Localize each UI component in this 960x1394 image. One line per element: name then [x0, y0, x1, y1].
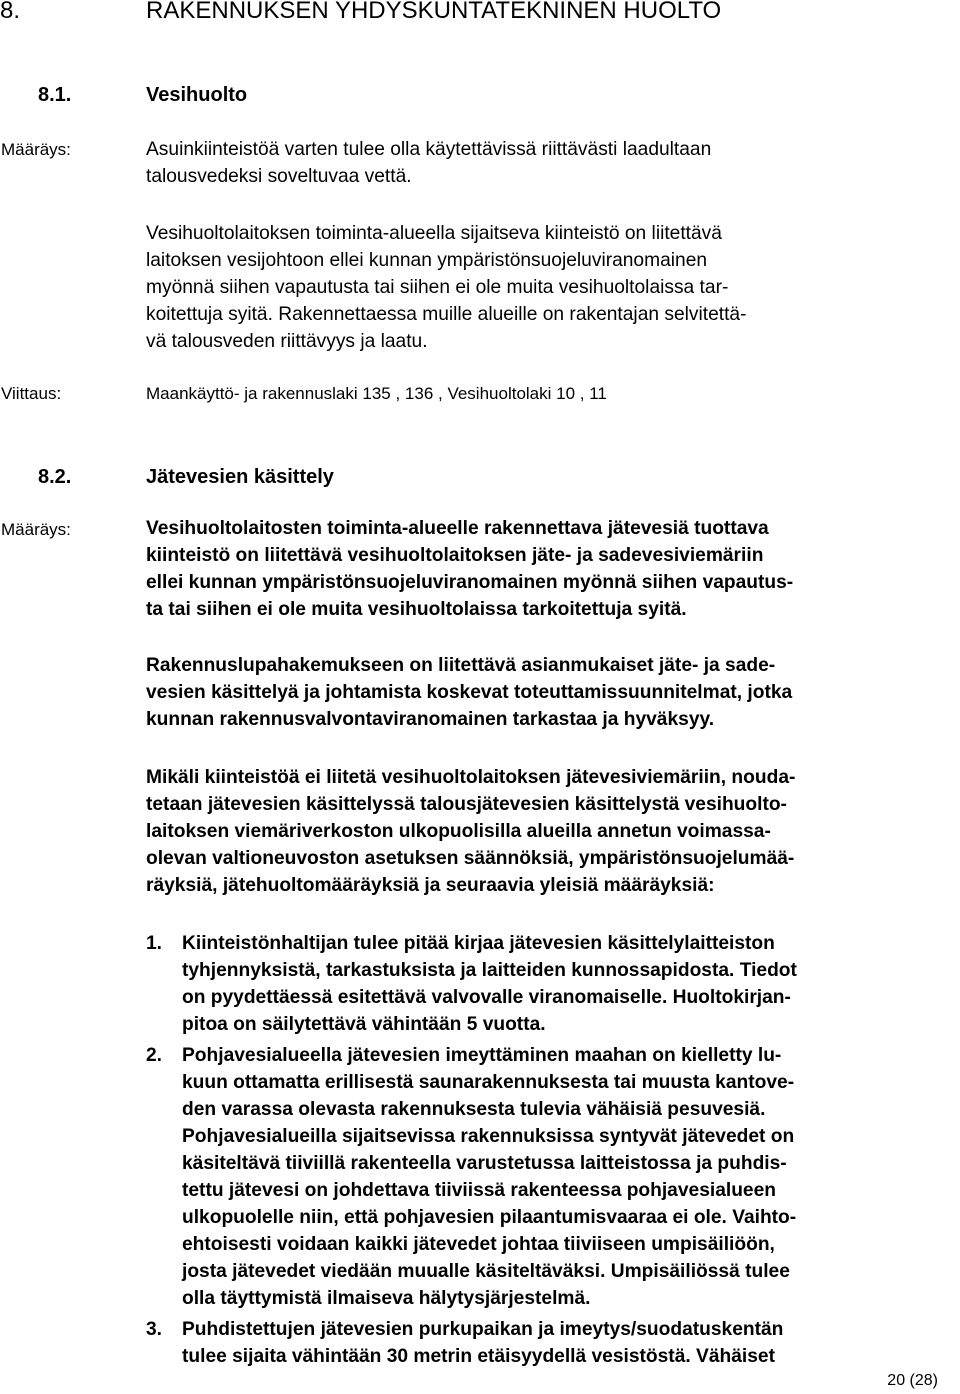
page-number: 20 (28)	[887, 1372, 938, 1389]
text-line: tettu jätevesi on johdettava tiiviissä rakenteessa pohjavesialueen	[182, 1180, 776, 1201]
text-line: talousvedeksi soveltuvaa vettä.	[146, 166, 412, 187]
list-item	[182, 930, 797, 1038]
text-line: Puhdistettujen jätevesien purkupaikan ja imeytys/suodatuskentän	[182, 1319, 784, 1340]
section-number: 8.2.	[38, 466, 72, 488]
provision-label: Määräys:	[1, 140, 71, 159]
paragraph	[146, 220, 746, 355]
paragraph	[146, 764, 795, 899]
text-line: ehtoisesti voidaan kaikki jätevedet johtaa tiiviiseen umpisäiliöön,	[182, 1234, 775, 1255]
text-line: Pohjavesialueilla sijaitsevissa rakennuksissa syntyvät jätevedet on	[182, 1126, 795, 1147]
section-title	[146, 466, 334, 489]
text-line: olla täyttymistä ilmaiseva hälytysjärjestelmä.	[182, 1288, 591, 1309]
paragraph	[146, 652, 792, 733]
section-number: 8.1.	[38, 84, 72, 106]
text-line: laitoksen vesijohtoon ellei kunnan ympäristönsuojeluviranomainen	[146, 250, 708, 271]
text-line: josta jätevedet viedään muualle käsiteltäväksi. Umpisäiliössä tulee	[182, 1261, 790, 1282]
reference-label: Viittaus:	[1, 384, 62, 403]
text-line: Vesihuoltolaitoksen toiminta-alueella sijaitseva kiinteistö on liitettävä	[146, 223, 722, 244]
text-line: myönnä siihen vapautusta tai siihen ei ole muita vesihuoltolaissa tar-	[146, 277, 729, 298]
text-line: Vesihuoltolaitosten toiminta-alueelle rakennettava jätevesiä tuottava	[146, 518, 769, 539]
text-line: tulee sijaita vähintään 30 metrin etäisyydellä vesistöstä. Vähäiset	[182, 1346, 775, 1367]
text-line: tetaan jätevesien käsittelyssä talousjätevesien käsittelystä vesihuolto-	[146, 794, 787, 815]
reference-text: Maankäyttö- ja rakennuslaki 135 , 136 , Vesihuoltolaki 10 , 11	[146, 384, 607, 403]
text-line: kiinteistö on liitettävä vesihuoltolaitoksen jäte- ja sadevesiviemäriin	[146, 545, 764, 566]
text-line: on pyydettäessä esitettävä valvovalle viranomaiselle. Huoltokirjan-	[182, 987, 791, 1008]
text-line: koitettuja syitä. Rakennettaessa muille alueille on rakentajan selvitettä-	[146, 304, 747, 325]
paragraph	[146, 515, 793, 623]
text-line: Pohjavesialueella jätevesien imeyttäminen maahan on kielletty lu-	[182, 1045, 782, 1066]
text-line: Mikäli kiinteistöä ei liitetä vesihuoltolaitoksen jätevesiviemäriin, nouda-	[146, 767, 796, 788]
chapter-title: RAKENNUKSEN YHDYSKUNTATEKNINEN HUOLTO	[146, 0, 722, 24]
list-item	[182, 1042, 796, 1312]
text-line: kunnan rakennusvalvontaviranomainen tarkastaa ja hyväksyy.	[146, 709, 715, 730]
text-line: Asuinkiinteistöä varten tulee olla käytettävissä riittävästi laadultaan	[146, 139, 712, 160]
text-line: vä talousveden riittävyys ja laatu.	[146, 331, 428, 352]
text-line: Rakennuslupahakemukseen on liitettävä asianmukaiset jäte- ja sade-	[146, 655, 776, 676]
text-line: kuun ottamatta erillisestä saunarakennuksesta tai muusta kantove-	[182, 1072, 795, 1093]
text-line: laitoksen viemäriverkoston ulkopuolisilla alueilla annetun voimassa-	[146, 821, 771, 842]
chapter-number: 8.	[0, 0, 21, 24]
paragraph	[146, 136, 711, 190]
list-item	[182, 1316, 783, 1370]
text-line: ellei kunnan ympäristönsuojeluviranomainen myönnä siihen vapautus-	[146, 572, 794, 593]
text-line: käsiteltävä tiiviillä rakenteella varustetussa laitteistossa ja puhdis-	[182, 1153, 787, 1174]
text-line: pitoa on säilytettävä vähintään 5 vuotta.	[182, 1014, 546, 1035]
text-line: olevan valtioneuvoston asetuksen säännöksiä, ympäristönsuojelumää-	[146, 848, 795, 869]
list-item-number: 2.	[146, 1045, 163, 1066]
text-line: tyhjennyksistä, tarkastuksista ja laitteiden kunnossapidosta. Tiedot	[182, 960, 797, 981]
text-line: Kiinteistönhaltijan tulee pitää kirjaa jätevesien käsittelylaitteiston	[182, 933, 775, 954]
text-line: räyksiä, jätehuoltomääräyksiä ja seuraavia yleisiä määräyksiä:	[146, 875, 715, 896]
text-line: ulkopuolelle niin, että pohjavesien pilaantumisvaaraa ei ole. Vaihto-	[182, 1207, 797, 1228]
list-item-number: 1.	[146, 933, 163, 954]
list-item-number: 3.	[146, 1319, 163, 1340]
provision-label: Määräys:	[1, 520, 71, 539]
text-line: ta tai siihen ei ole muita vesihuoltolaissa tarkoitettuja syitä.	[146, 599, 687, 620]
text-line: vesien käsittelyä ja johtamista koskevat toteuttamissuunnitelmat, jotka	[146, 682, 793, 703]
section-title: Vesihuolto	[146, 84, 248, 106]
text-line: den varassa olevasta rakennuksesta tulevia vähäisiä pesuvesiä.	[182, 1099, 766, 1120]
section-title-text: Jätevesien käsittely	[146, 466, 334, 488]
